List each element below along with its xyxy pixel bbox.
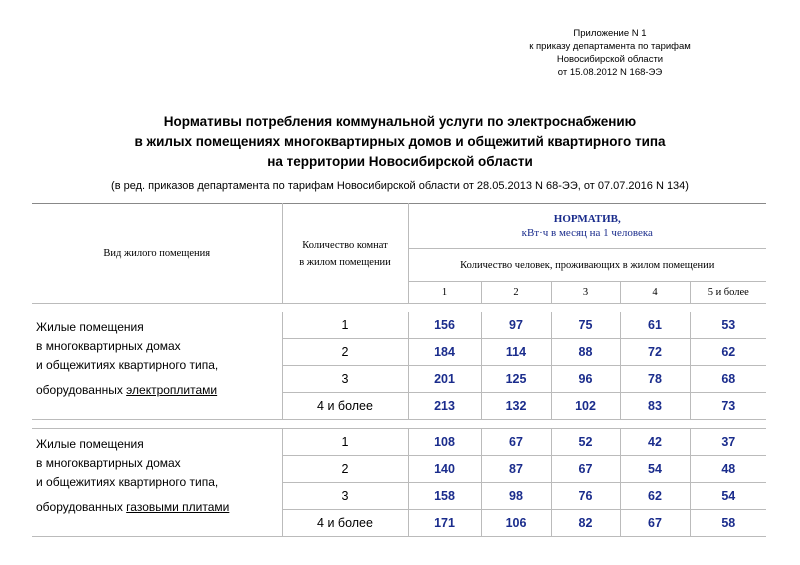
value-cell: 82: [551, 510, 620, 537]
rooms-cell: 4 и более: [282, 510, 408, 537]
value-cell: 76: [551, 483, 620, 510]
value-cell: 102: [551, 393, 620, 420]
desc-prefix: оборудованных: [36, 383, 127, 397]
appendix-header: [490, 27, 730, 79]
desc-line: в многоквартирных домах: [36, 339, 181, 353]
header-rooms-line-1: Количество комнат: [302, 239, 388, 251]
rooms-cell: 1: [282, 312, 408, 339]
value-cell: 54: [620, 456, 690, 483]
value-cell: 61: [620, 312, 690, 339]
appendix-line-2: к приказу департамента по тарифам: [529, 41, 691, 52]
value-cell: 62: [620, 483, 690, 510]
value-cell: 108: [408, 429, 481, 456]
value-cell: 158: [408, 483, 481, 510]
rooms-cell: 4 и более: [282, 393, 408, 420]
value-cell: 140: [408, 456, 481, 483]
header-people-2: 2: [481, 282, 551, 304]
value-cell: 171: [408, 510, 481, 537]
value-cell: 83: [620, 393, 690, 420]
appendix-line-3: Новосибирской области: [556, 54, 664, 65]
value-cell: 213: [408, 393, 481, 420]
title-line-3: на территории Новосибирской области: [267, 154, 533, 169]
value-cell: 48: [690, 456, 766, 483]
value-cell: 75: [551, 312, 620, 339]
rooms-cell: 3: [282, 366, 408, 393]
desc-line: и общежитиях квартирного типа,: [36, 475, 219, 489]
header-people-1: 1: [408, 282, 481, 304]
value-cell: 67: [620, 510, 690, 537]
group-gas-description: [32, 429, 282, 537]
rooms-cell: 2: [282, 456, 408, 483]
header-people-3: 3: [551, 282, 620, 304]
rooms-cell: 3: [282, 483, 408, 510]
rooms-cell: 2: [282, 339, 408, 366]
edition-note: (в ред. приказов департамента по тарифам Новосибирской области от 28.05.2013 N 68-ЭЭ, от 07.07.2016 N 134): [111, 180, 689, 192]
desc-line: в многоквартирных домах: [36, 456, 181, 470]
document-title: [0, 112, 800, 172]
appendix-line-4: от 15.08.2012 N 168-ЭЭ: [557, 67, 663, 78]
value-cell: 201: [408, 366, 481, 393]
value-cell: 125: [481, 366, 551, 393]
appendix-line-1: Приложение N 1: [573, 28, 647, 39]
desc-line: Жилые помещения: [36, 320, 144, 334]
value-cell: 68: [690, 366, 766, 393]
desc-line: [36, 381, 282, 400]
header-people-5: 5 и более: [690, 282, 766, 304]
value-cell: 156: [408, 312, 481, 339]
value-cell: 97: [481, 312, 551, 339]
value-cell: 42: [620, 429, 690, 456]
desc-line: и общежитиях квартирного типа,: [36, 358, 219, 372]
value-cell: 96: [551, 366, 620, 393]
value-cell: 37: [690, 429, 766, 456]
header-people-4: 4: [620, 282, 690, 304]
value-cell: 87: [481, 456, 551, 483]
value-cell: 114: [481, 339, 551, 366]
value-cell: 52: [551, 429, 620, 456]
value-cell: 78: [620, 366, 690, 393]
table-row: [32, 312, 766, 339]
header-housing-type: Вид жилого помещения: [32, 204, 282, 304]
desc-equipment: газовыми плитами: [126, 500, 230, 514]
value-cell: 58: [690, 510, 766, 537]
value-cell: 98: [481, 483, 551, 510]
value-cell: 73: [690, 393, 766, 420]
group-electric-description: [32, 312, 282, 420]
desc-equipment: электроплитами: [126, 383, 218, 397]
desc-line: [36, 498, 282, 517]
value-cell: 67: [551, 456, 620, 483]
table-row: [32, 429, 766, 456]
value-cell: 67: [481, 429, 551, 456]
header-rooms-line-2: в жилом помещении: [299, 256, 391, 268]
value-cell: 132: [481, 393, 551, 420]
norms-table: [32, 203, 766, 537]
value-cell: 184: [408, 339, 481, 366]
header-people: Количество человек, проживающих в жилом помещении: [408, 249, 766, 282]
rooms-cell: 1: [282, 429, 408, 456]
title-line-2: в жилых помещениях многоквартирных домов и общежитий квартирного типа: [134, 134, 666, 149]
value-cell: 54: [690, 483, 766, 510]
header-norm-title: НОРМАТИВ,: [553, 213, 621, 225]
header-rooms: [282, 204, 408, 304]
desc-line: Жилые помещения: [36, 437, 144, 451]
title-line-1: Нормативы потребления коммунальной услуги по электроснабжению: [163, 114, 637, 129]
desc-prefix: оборудованных: [36, 500, 127, 514]
value-cell: 88: [551, 339, 620, 366]
header-norm: [408, 204, 766, 249]
value-cell: 53: [690, 312, 766, 339]
value-cell: 72: [620, 339, 690, 366]
value-cell: 62: [690, 339, 766, 366]
header-norm-unit: кВт·ч в месяц на 1 человека: [521, 227, 653, 239]
value-cell: 106: [481, 510, 551, 537]
